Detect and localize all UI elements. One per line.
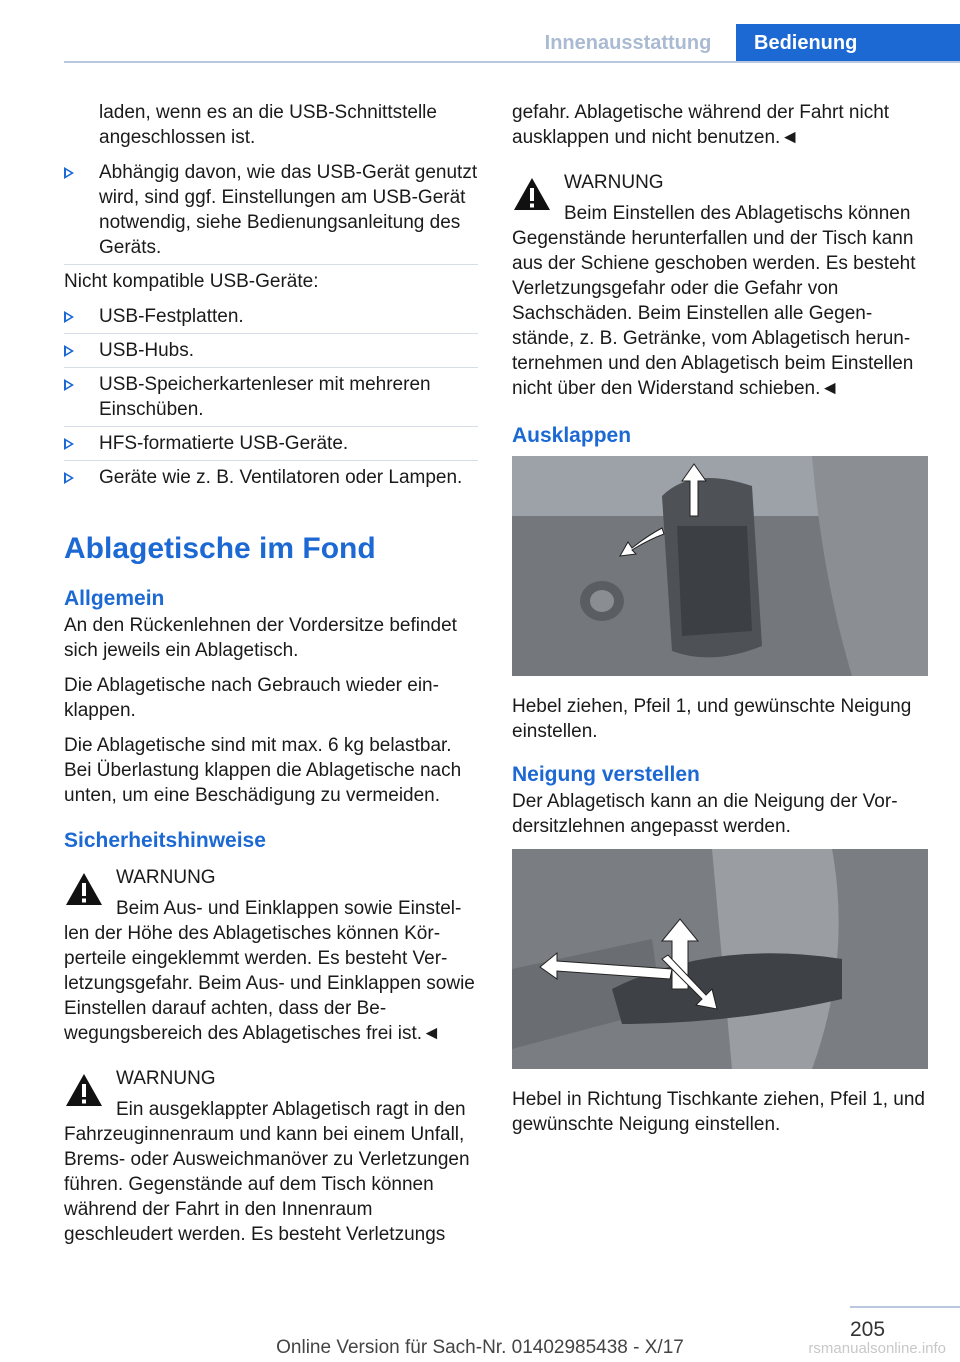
- incompatible-list: [64, 304, 478, 490]
- warning-continued: gefahr. Ablagetische während der Fahrt nicht ausklappen und nicht benutzen.◄: [512, 102, 890, 148]
- seat-tray-illustration: [512, 456, 928, 676]
- right-column: [512, 100, 926, 1147]
- bullet-triangle-icon: [64, 311, 74, 323]
- warning-title: WARNUNG: [564, 172, 664, 193]
- bullet-triangle-icon: [64, 472, 74, 484]
- warning-text: Ein ausgeklappter Ablagetisch ragt in den Fahrzeuginnenraum und kann bei einem Unfall, Brems- oder Ausweichmanöver zu Verletzungen führen. Gegenstände auf dem Tisch können während der Fahrt in den Innenraum geschleudert werden. Es besteht Verletzungs: [64, 1099, 470, 1245]
- footer-rule: [850, 1306, 960, 1308]
- safety-heading: Sicherheitshinweise: [64, 829, 266, 852]
- warning-block: [512, 170, 926, 401]
- general-paragraph: An den Rückenlehnen der Vordersitze befindet sich jeweils ein Ablagetisch.: [64, 615, 457, 661]
- bullet-triangle-icon: [64, 167, 74, 179]
- bullet-triangle-icon: [64, 379, 74, 391]
- section-title: Ablagetische im Fond: [64, 532, 376, 565]
- general-paragraph: Die Ablagetische sind mit max. 6 kg belastbar. Bei Überlastung klappen die Ablagetische nach unten, um eine Beschädigung zu vermeiden.: [64, 735, 462, 806]
- list-item: USB-Hubs.: [64, 338, 478, 363]
- tilt-caption: Hebel in Richtung Tischkante ziehen, Pfeil 1, und gewünschte Neigung einstellen.: [512, 1089, 925, 1135]
- list-item: USB-Festplatten.: [64, 304, 478, 329]
- warning-block: [64, 865, 478, 1046]
- tab-innenausstattung[interactable]: Innenausstattung: [544, 32, 712, 54]
- bullet-triangle-icon: [64, 345, 74, 357]
- general-paragraph: Die Ablagetische nach Gebrauch wieder einklappen.: [64, 675, 439, 721]
- warning-block: [64, 1066, 478, 1247]
- list-item: HFS-formatierte USB-Geräte.: [64, 431, 478, 456]
- header-rule: [64, 61, 960, 63]
- unfold-heading: Ausklappen: [512, 424, 632, 447]
- usb-notes-list: [64, 160, 478, 260]
- warning-triangle-icon: [512, 176, 552, 212]
- warning-title: WARNUNG: [116, 867, 216, 888]
- general-heading: Allgemein: [64, 587, 165, 610]
- list-item: USB-Speicherkartenleser mit mehreren Einschüben.: [64, 372, 478, 422]
- warning-title: WARNUNG: [116, 1068, 216, 1089]
- bullet-triangle-icon: [64, 438, 74, 450]
- page-header: [0, 0, 960, 64]
- warning-text: Beim Aus- und Einklappen sowie Einstellen der Höhe des Ablagetisches können Körperteile eingeklemmt werden. Es besteht Verletzungsgefahr. Beim Aus- und Einklappen sowie Einstellen darauf achten, dass der Bewegungsbereich des Ablagetisches frei ist.◄: [64, 898, 475, 1044]
- warning-text: Beim Einstellen des Ablagetischs können Gegenstände herunterfallen und der Tisch kann aus der Schiene geschoben werden. Es besteht Verletzungsgefahr oder die Gefahr von Sachschäden. Beim Einstellen alle Gegenstände, z. B. Getränke, vom Ablagetisch herunternehmen und den Ablagetisch beim Einstellen nicht über den Widerstand schieben.◄: [512, 203, 916, 399]
- tab-bedienung[interactable]: Bedienung: [736, 24, 960, 62]
- tilt-photo: [512, 849, 928, 1069]
- list-item: Abhängig davon, wie das USB-Gerät genutzt wird, sind ggf. Einstellungen am USB-Gerät notwendig, siehe Bedienungsanleitung des Geräts.: [64, 160, 478, 260]
- tilt-text: Der Ablagetisch kann an die Neigung der Vordersitzlehnen angepasst werden.: [512, 791, 898, 837]
- warning-triangle-icon: [64, 1072, 104, 1108]
- seat-tray-tilt-illustration: [512, 849, 928, 1069]
- left-column: [64, 100, 478, 1267]
- incompatible-label: Nicht kompatible USB-Geräte:: [64, 271, 319, 292]
- unfold-caption: Hebel ziehen, Pfeil 1, und gewünschte Neigung einstellen.: [512, 696, 912, 742]
- online-version-text: Online Version für Sach-Nr. 01402985438 - X/17: [276, 1337, 684, 1358]
- page-number: 205: [850, 1318, 886, 1341]
- list-item: Geräte wie z. B. Ventilatoren oder Lampen.: [64, 465, 478, 490]
- tilt-heading: Neigung verstellen: [512, 763, 700, 786]
- watermark: rsmanualsonline.info: [808, 1340, 946, 1357]
- unfold-photo: [512, 456, 928, 676]
- intro-continued: laden, wenn es an die USB-Schnittstelle angeschlossen ist.: [99, 102, 437, 148]
- warning-triangle-icon: [64, 871, 104, 907]
